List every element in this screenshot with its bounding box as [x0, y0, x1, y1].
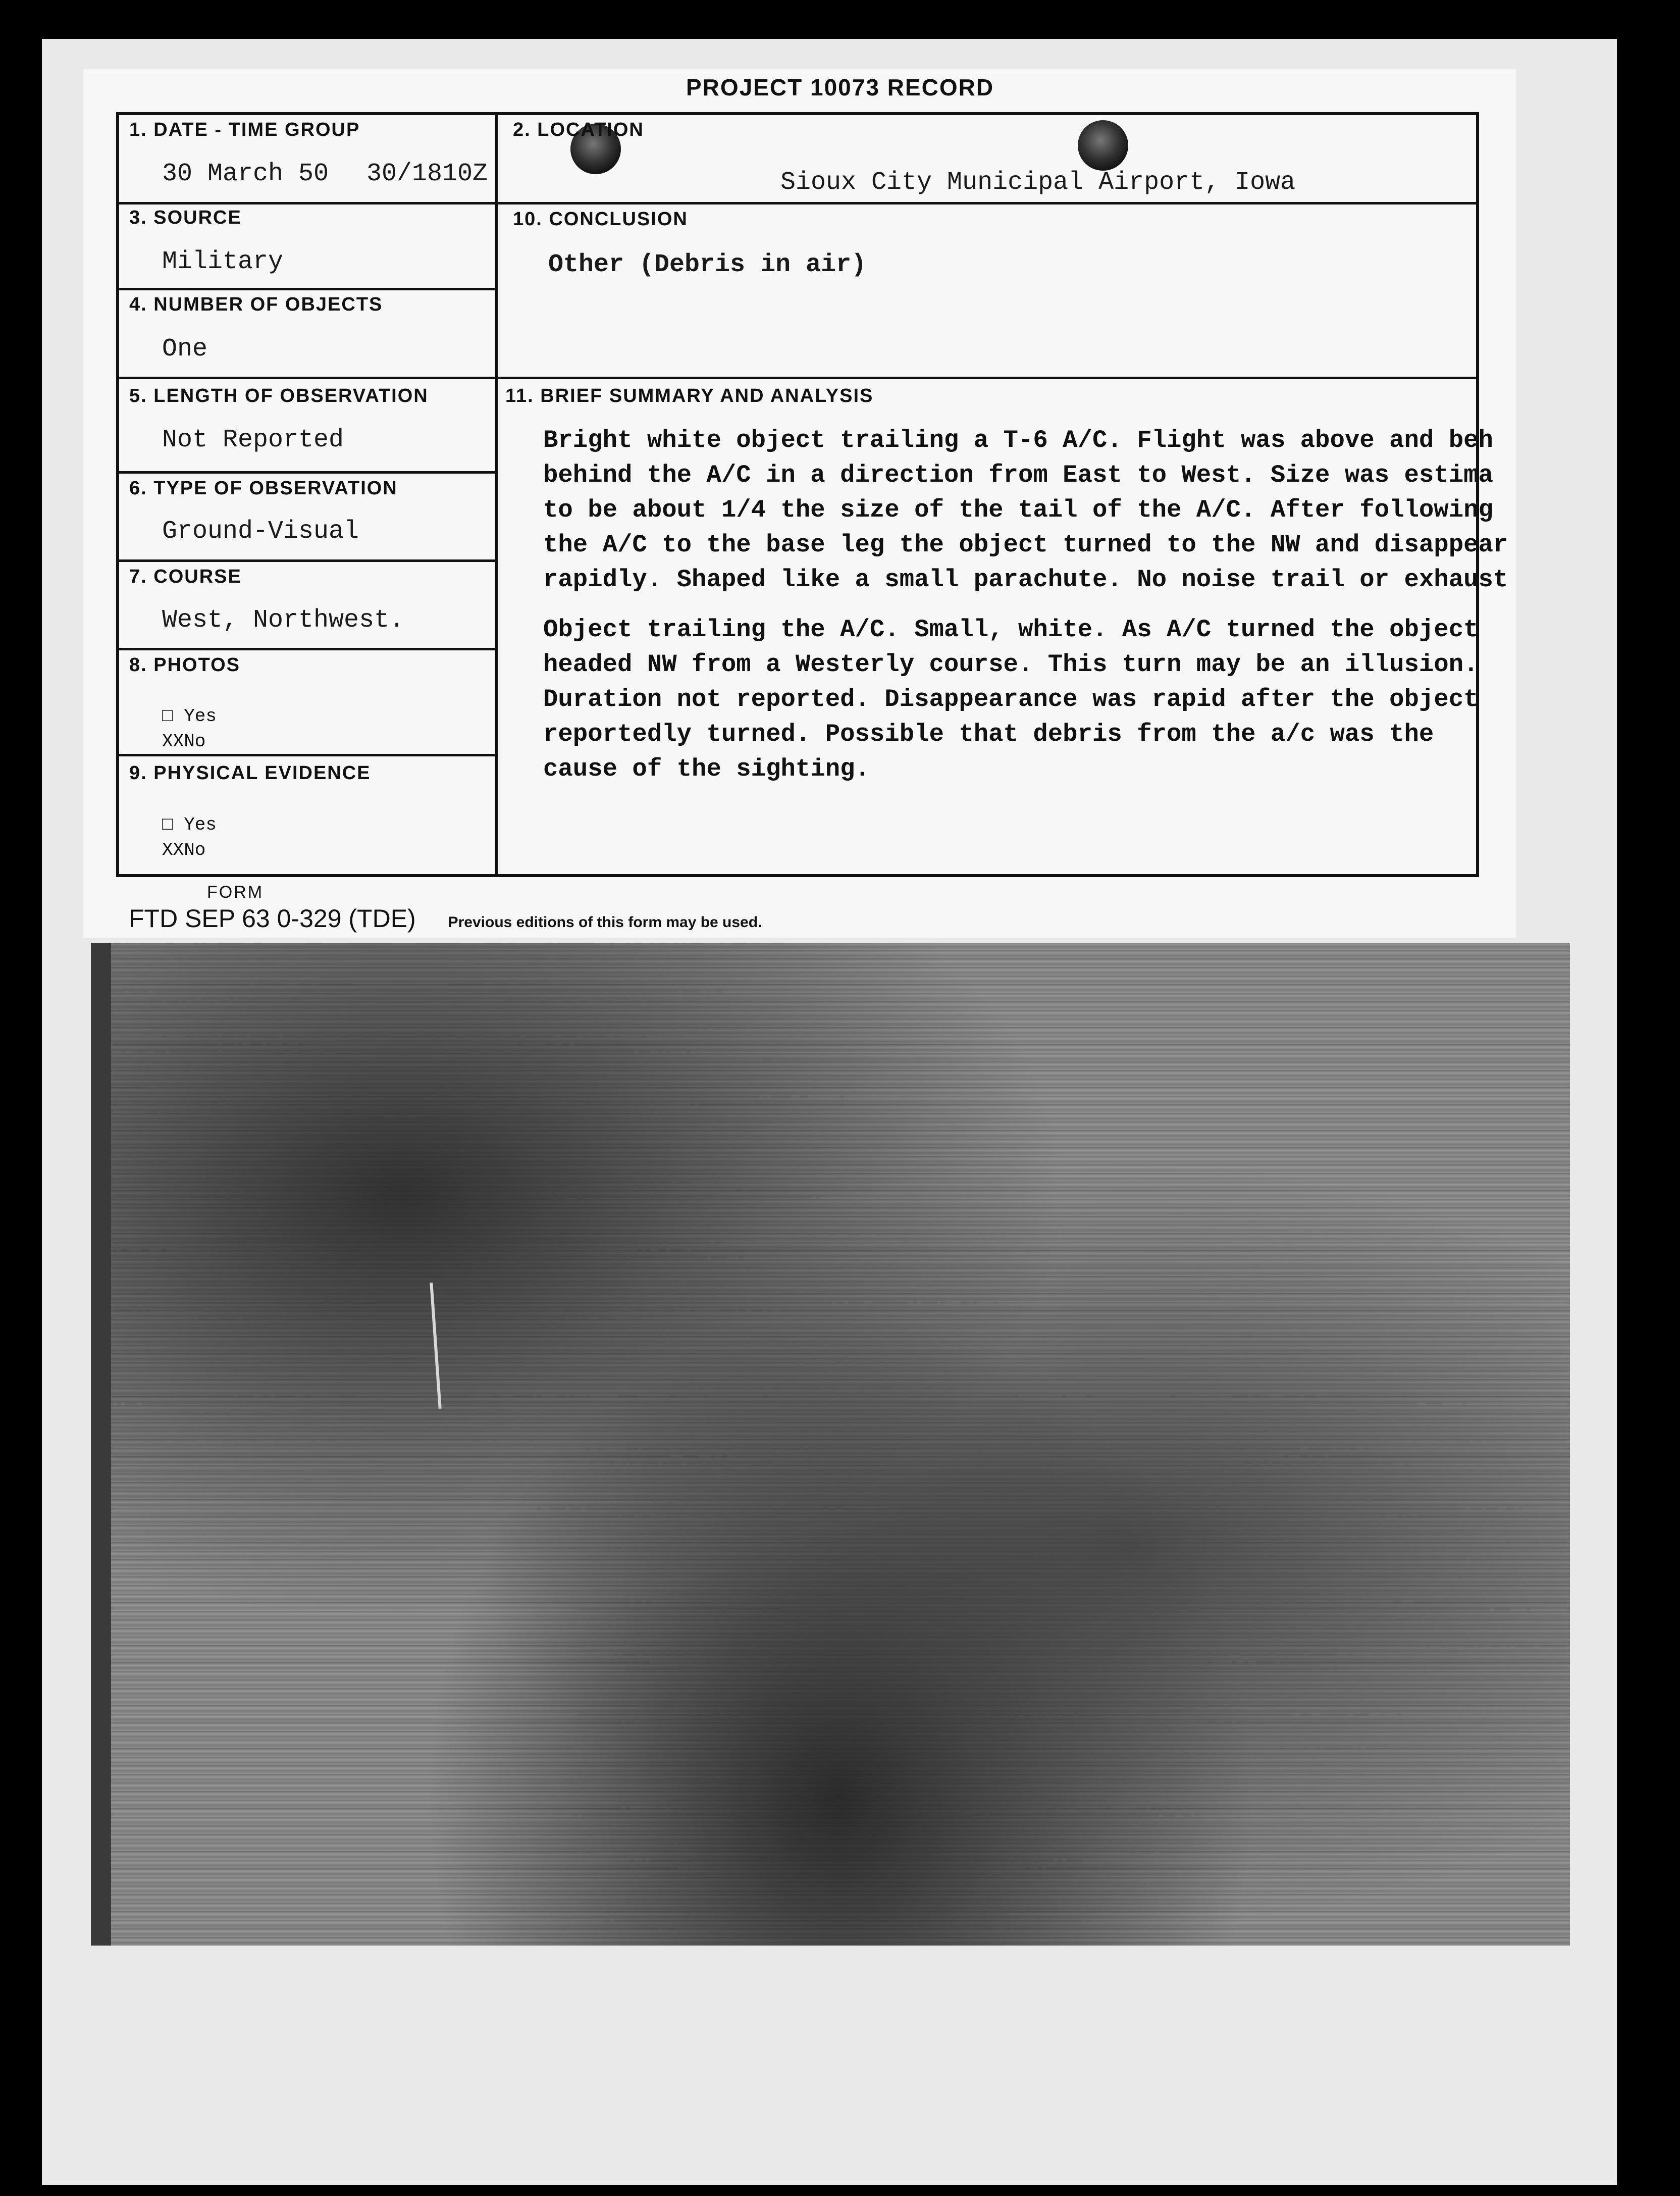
number-of-objects-label: 4. NUMBER OF OBJECTS — [129, 294, 383, 315]
location-label: 2. LOCATION — [513, 119, 644, 140]
summary-paragraph-2: Object trailing the A/C. Small, white. As A/C turned the object headed NW from a Westerly course. This turn may be an illusion. Duration not reported. Disappearance was rapid after the object reportedly turned. Possible that debris from the a/c was the cause of the sighting. — [543, 616, 1479, 783]
row-divider — [119, 377, 495, 379]
physical-evidence-label: 9. PHYSICAL EVIDENCE — [129, 762, 371, 784]
record-form — [116, 112, 1508, 877]
brief-summary-label: 11. BRIEF SUMMARY AND ANALYSIS — [505, 385, 874, 406]
length-of-observation-label: 5. LENGTH OF OBSERVATION — [129, 385, 429, 406]
form-caption: FORM — [207, 883, 264, 902]
location-value: Sioux City Municipal Airport, Iowa — [780, 168, 1296, 197]
date-value: 30 March 50 — [162, 160, 329, 188]
number-of-objects-value: One — [162, 335, 208, 364]
physical-evidence-yes-checkbox[interactable]: □ Yes — [162, 814, 217, 835]
form-id: FTD SEP 63 0-329 (TDE) — [129, 904, 416, 933]
record-title: PROJECT 10073 RECORD — [686, 74, 994, 100]
row-divider — [119, 288, 495, 290]
row-divider — [495, 377, 1477, 379]
photos-yes-checkbox[interactable]: □ Yes — [162, 706, 217, 727]
column-divider — [495, 115, 498, 875]
form-note: Previous editions of this form may be used. — [448, 914, 762, 931]
course-label: 7. COURSE — [129, 566, 242, 587]
date-time-group-label: 1. DATE - TIME GROUP — [129, 119, 360, 140]
form-footer — [129, 904, 762, 933]
course-value: West, Northwest. — [162, 606, 405, 635]
row-divider — [119, 202, 1477, 205]
row-divider — [119, 754, 495, 756]
photocopy-image — [91, 943, 1570, 1946]
type-of-observation-label: 6. TYPE OF OBSERVATION — [129, 478, 398, 499]
source-value: Military — [162, 247, 284, 276]
type-of-observation-value: Ground-Visual — [162, 517, 359, 546]
row-divider — [119, 648, 495, 650]
row-divider — [119, 559, 495, 562]
summary-paragraph-1: Bright white object trailing a T-6 A/C. Flight was above and beh behind the A/C in a direction from East to West. Size was estima to be about 1/4 the size of the tail of the A/C. After following the A/C to the base leg the object turned to the NW and disappear rapidly. Shaped like a small parachute. No noise trail or exhaust — [543, 426, 1508, 594]
photos-no-checkbox[interactable]: XXNo — [162, 731, 206, 752]
photos-label: 8. PHOTOS — [129, 654, 241, 676]
time-value: 30/1810Z — [366, 160, 488, 188]
row-divider — [119, 471, 495, 474]
length-of-observation-value: Not Reported — [162, 426, 344, 454]
physical-evidence-no-checkbox[interactable]: XXNo — [162, 840, 206, 860]
conclusion-value: Other (Debris in air) — [548, 250, 867, 279]
conclusion-label: 10. CONCLUSION — [513, 209, 688, 230]
source-label: 3. SOURCE — [129, 207, 242, 228]
